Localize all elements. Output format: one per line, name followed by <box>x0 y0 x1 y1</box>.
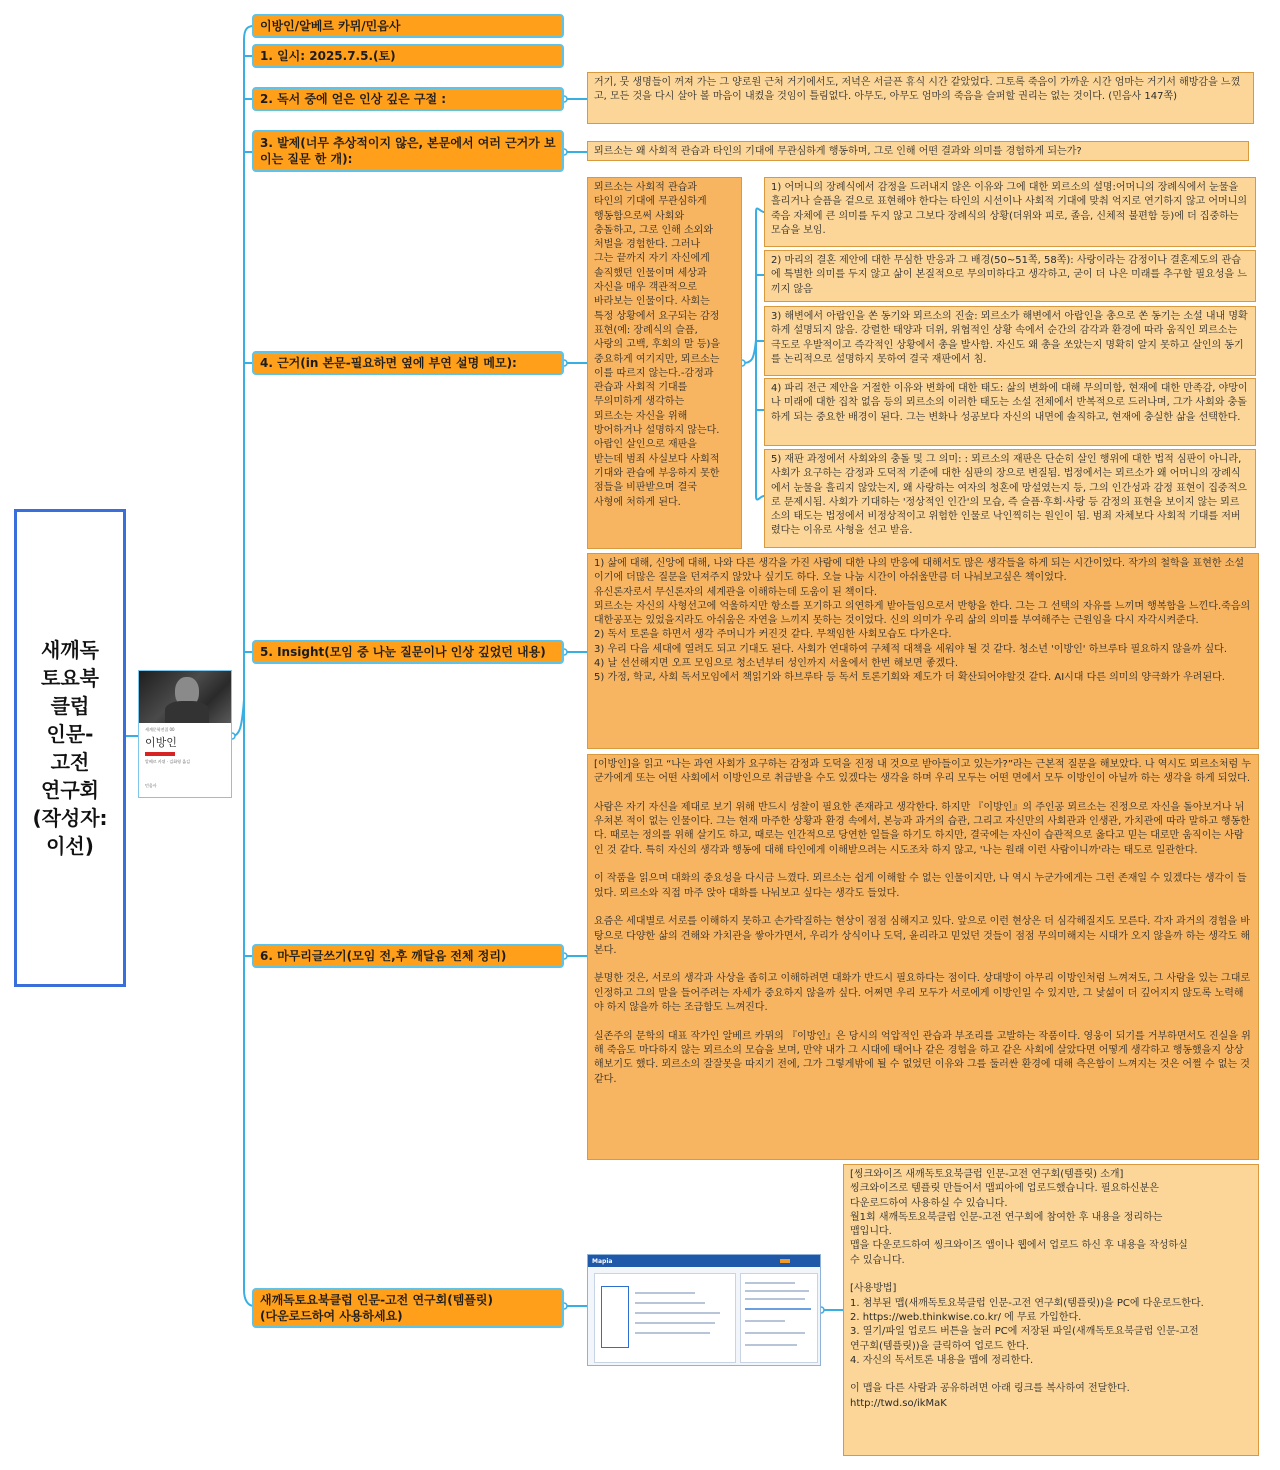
topic-book-info[interactable]: 이방인/알베르 카뮈/민음사 <box>252 14 564 38</box>
book-publisher: 민음사 <box>145 783 157 788</box>
topic-date[interactable]: 1. 일시: 2025.7.5.(토) <box>252 44 564 68</box>
note-evidence-2[interactable]: 2) 마리의 결혼 제안에 대한 무심한 반응과 그 배경(50~51쪽, 58쪽): 사랑이라는 감정이나 결혼제도의 관습에 특별한 의미를 두지 않고 삶이 본질적으로 무의미하다고 생각하고, 굳이 더 나은 미래를 추구할 필요성을 느끼지 않음 <box>764 250 1256 302</box>
note-template-guide[interactable]: [씽크와이즈 새깨독토요북클럽 인문-고전 연구회(템플릿) 소개] 씽크와이즈로 템플릿 만들어서 맵피아에 업로드했습니다. 필요하신분은 다운로드하여 사용하실 수 있습니다. 월1회 새깨독토요북클럽 인문-고전 연구회에 참여한 후 내용을 정리하는 맵입니다. 맵을 다운로드하여 씽크와이즈 앱이나 웹에서 업로드 하신 후 내용을 작성하실 수 있습니다. [사용방법] 1. 첨부된 맵(새깨독토요북클럽 인문-고전 연구회(템플릿))을 PC에 다운로드한다. 2. https://web.thinkwise.co.kr/ 에 무료 가입한다. 3. 열기/파일 업로드 버튼을 눌러 PC에 저장된 파일(새깨독토요북클럽 인문-고전 연구회(템플릿))을 클릭하여 업로드 한다. 4. 자신의 독서토론 내용을 맵에 정리한다. 이 맵을 다른 사람과 공유하려면 아래 링크를 복사하여 전달한다. http://twd.so/ikMaK <box>843 1164 1259 1456</box>
template-preview-image <box>587 1254 821 1366</box>
book-cover-image <box>138 670 232 798</box>
topic-closing[interactable]: 6. 마무리글쓰기(모임 전,후 깨달음 전체 정리) <box>252 944 564 968</box>
topic-insight[interactable]: 5. Insight(모임 중 나눈 질문이나 인상 깊었던 내용) <box>252 640 564 664</box>
note-closing[interactable]: [이방인]을 읽고 “나는 과연 사회가 요구하는 감정과 도덕을 진정 내 것으로 받아들이고 있는가?”라는 근본적 질문을 해보았다. 나 역시도 뫼르소처럼 누군가에게 또는 어떤 사회에서 이방인으로 취급받을 수도 있겠다는 생각을 하며 우리 모두는 어떤 면에서 모두 이방인이 아닐까 하는 생각을 하게 되었다. 사람은 자기 자신을 제대로 보기 위해 반드시 성찰이 필요한 존재라고 생각한다. 하지만 『이방인』의 주인공 뫼르소는 진정으로 자신을 돌아보거나 뉘우쳐본 적이 없는 인물이다. 그는 현재 마주한 상황과 환경 속에서, 본능과 과거의 습관, 그리고 자신만의 사회관과 인생관, 가치관에 따라 말하고 행동한다. 때로는 정의를 위해 살기도 하고, 때로는 인간적으로 당연한 일들을 하기도 하지만, 결국에는 자신이 습관적으로 옳다고 믿는 대로만 움직이는 사람인 것 같다. 특히 자신의 생각과 행동에 대해 타인에게 이해받으려는 시도조차 하지 않고, '나는 원래 이런 사람이니까'라는 태도로 일관한다. 이 작품을 읽으며 대화의 중요성을 다시금 느꼈다. 뫼르소는 쉽게 이해할 수 없는 인물이지만, 나 역시 누군가에게는 그런 존재일 수 있겠다는 생각이 들었다. 뫼르소와 직접 마주 앉아 대화를 나눠보고 싶다는 생각도 들었다. 요즘은 세대별로 서로를 이해하지 못하고 손가락질하는 현상이 점점 심해지고 있다. 앞으로 이런 현상은 더 심각해질지도 모른다. 각자 과거의 경험을 바탕으로 다양한 삶의 견해와 가치관을 쌓아가면서, 우리가 상식이나 도덕, 윤리라고 믿었던 것들이 점점 무의미해지는 시대가 오지 않을까 하는 생각도 해본다. 분명한 것은, 서로의 생각과 사상을 좁히고 이해하려면 대화가 반드시 필요하다는 점이다. 상대방이 아무리 이방인처럼 느껴져도, 그 사람을 있는 그대로 인정하고 그의 말을 들어주려는 자세가 중요하지 않을까 싶다. 어쩌면 우리 모두가 서로에게 이방인일 수 있지만, 그 낯섦이 더 깊어지지 않도록 노력해야 하지 않을까 하는 조급함도 느껴진다. 실존주의 문학의 대표 작가인 알베르 카뮈의 『이방인』은 당시의 억압적인 관습과 부조리를 고발하는 작품이다. 영웅이 되기를 거부하면서도 진실을 위해 죽음도 마다하지 않는 뫼르소의 모습을 보며, 만약 내가 그 시대에 태어나 같은 경험을 하고 같은 사회에 살았다면 어떻게 생각하고 행동했을지 상상해보기도 했다. 뫼르소의 잘잘못을 따지기 전에, 그가 그렇게밖에 될 수 없었던 이유와 그를 둘러싼 환경에 대해 측은함이 느껴지는 것은 어쩔 수 없는 것 같다. <box>587 754 1259 1160</box>
note-insight[interactable]: 1) 삶에 대해, 신앙에 대해, 나와 다른 생각을 가진 사람에 대한 나의 반응에 대해서도 많은 생각들을 하게 되는 시간이었다. 작가의 철학을 표현한 소설이기에 더많은 질문을 던져주지 않았나 싶기도 하다. 오늘 나눔 시간이 아쉬울만큼 더 나눠보고싶은 책이었다. 유신론자로서 무신론자의 세계관을 이해하는데 도움이 된 책이다. 뫼르소는 자신의 사형선고에 억울하지만 항소를 포기하고 의연하게 받아들임으로서 반항을 한다. 그는 그 선택의 자유를 느끼며 행복함을 느낀다.죽음의 대한공포는 있었을지라도 아쉬움은 자연을 느끼지 못하는 것이었다. 신의 의미가 우리 삶의 의미를 부여해주는 근원임을 다시 자각시켜준다. 2) 독서 토론을 하면서 생각 주머니가 커진것 같다. 무책임한 사회모습도 다가온다. 3) 우리 다음 세대에 열려도 되고 기대도 된다. 사회가 연대하여 구체적 대책을 세워야 될 것 같다. 청소년 '이방인' 하브루타 필요하지 않을까 싶다. 4) 날 선선해지면 오프 모임으로 청소년부터 성인까지 서울에서 한번 해보면 좋겠다. 5) 가정, 학교, 사회 독서모임에서 책읽기와 하브루타 등 독서 토론기회와 제도가 더 확산되어야할것 같다. AI시대 다른 의미의 양극화가 우려된다. <box>587 553 1259 749</box>
trunk-line <box>232 26 254 1306</box>
root-title: 새깨독 토요북 클럽 인문- 고전 연구회 (작성자: 이선) <box>32 638 108 858</box>
note-question[interactable]: 뫼르소는 왜 사회적 관습과 타인의 기대에 무관심하게 행동하며, 그로 인해 어떤 결과와 의미를 경험하게 되는가? <box>587 141 1249 161</box>
preview-logo: Mapia <box>592 1257 613 1265</box>
preview-header <box>588 1255 820 1267</box>
preview-map-pane <box>594 1273 736 1363</box>
topic-quote[interactable]: 2. 독서 중에 얻은 인상 깊은 구절 : <box>252 87 564 111</box>
preview-side-pane <box>740 1273 818 1363</box>
note-evidence-summary[interactable]: 뫼르소는 사회적 관습과 타인의 기대에 무관심하게 행동함으로써 사회와 충돌하고, 그로 인해 소외와 처벌을 경험한다. 그러나 그는 끝까지 자기 자신에게 솔직했던 인물이며 세상과 자신을 매우 객관적으로 바라보는 인물이다. 사회는 특정 상황에서 요구되는 감정 표현(예: 장례식의 슬픔, 사랑의 고백, 후회의 말 등)을 중요하게 여기지만, 뫼르소는 이를 따르지 않는다.-감정과 관습과 사회적 기대를 무의미하게 생각하는 뫼르소는 자신을 위해 방어하거나 설명하지 않는다. 아랍인 살인으로 재판을 받는데 범죄 사실보다 사회적 기대와 관습에 부응하지 못한 점들을 비판받으며 결국 사형에 처하게 된다. <box>587 177 742 549</box>
note-evidence-1[interactable]: 1) 어머니의 장례식에서 감정을 드러내지 않은 이유와 그에 대한 뫼르소의 설명:어머니의 장례식에서 눈물을 흘리거나 슬픔을 겉으로 표현해야 한다는 타인의 시선이나 사회적 기대에 맞춰 억지로 연기하지 않고 어머니의 죽음 자체에 큰 의미를 두지 않고 그보다 장례식의 상황(더위와 피로, 졸음, 신체적 불편함 등)에 더 집중하는 모습을 보임. <box>764 177 1256 247</box>
note-quote[interactable]: 거기, 뭇 생명들이 꺼져 가는 그 양로원 근처 거기에서도, 저녁은 서글픈 휴식 시간 같았었다. 그토록 죽음이 가까운 시간 엄마는 거기서 해방감을 느꼈고, 모든 것을 다시 살아 볼 마음이 내켰을 것임이 틀림없다. 아무도, 아무도 엄마의 죽음을 슬퍼할 권리는 없는 것이다. (민음사 147쪽) <box>587 72 1254 124</box>
preview-button <box>780 1259 790 1263</box>
topic-evidence[interactable]: 4. 근거(in 본문-필요하면 옆에 부연 설명 메모): <box>252 351 564 375</box>
note-evidence-4[interactable]: 4) 파리 전근 제안을 거절한 이유와 변화에 대한 태도: 삶의 변화에 대해 무의미함, 현재에 대한 만족감, 야망이나 미래에 대한 집착 없음 등의 뫼르소의 이러한 태도는 소설 전체에서 반복적으로 드러나며, 그가 사회와 충돌하게 되는 중요한 배경이 된다. 그는 변화나 성공보다 자신의 내면에 솔직하고, 현재에 충실한 삶을 선택한다. <box>764 378 1256 446</box>
cover-red-bar <box>145 752 175 756</box>
topic-question[interactable]: 3. 발제(너무 추상적이지 않은, 본문에서 여러 근거가 보이는 질문 한 개): <box>252 130 564 172</box>
topic-template[interactable]: 새깨독토요북클럽 인문-고전 연구회(템플릿) (다운로드하여 사용하세요) <box>252 1288 564 1328</box>
book-cover-title: 이방인 <box>145 736 177 749</box>
book-author: 알베르 카뮈 · 김화영 옮김 <box>145 759 190 764</box>
note-evidence-3[interactable]: 3) 해변에서 아랍인을 쏜 동기와 뫼르소의 진술: 뫼르소가 해변에서 아랍인을 총으로 쏜 동기는 소설 내내 명확하게 설명되지 않음. 강렬한 태양과 더위, 위협적인 상황 속에서 순간의 감각과 환경에 따라 움직인 뫼르소는 극도로 우발적이고 즉각적인 상황에서 총을 발사함. 자신도 왜 총을 쏘았는지 명확히 알지 못하고 살인의 동기를 논리적으로 설명하지 못하여 결국 재판에서 침. <box>764 306 1256 376</box>
author-photo <box>139 671 231 723</box>
preview-root-node <box>601 1286 629 1348</box>
root-node[interactable] <box>14 509 126 987</box>
evidence-branch-line <box>742 208 764 499</box>
book-series: 세계문학전집 00 <box>145 727 175 732</box>
note-evidence-5[interactable]: 5) 재판 과정에서 사회와의 충돌 및 그 의미: : 뫼르소의 재판은 단순히 살인 행위에 대한 법적 심판이 아니라, 사회가 요구하는 감정과 도덕적 기준에 대한 심판의 장으로 변질됨. 법정에서는 뫼르소가 왜 어머니의 장례식에서 눈물을 흘리지 않았는지, 왜 사랑하는 여자의 청혼에 망설였는지 등, 그의 인간성과 감정 표현이 집중적으로 문제시됨. 사회가 기대하는 '정상적인 인간'의 모습, 즉 슬픔·후회·사랑 등 감정의 표현을 보이지 않는 뫼르소의 태도는 법정에서 비정상적이고 위험한 인물로 낙인찍히는 원인이 됨. 범죄 자체보다 사회적 기대를 저버렸다는 이유로 사형을 선고 받음. <box>764 449 1256 548</box>
